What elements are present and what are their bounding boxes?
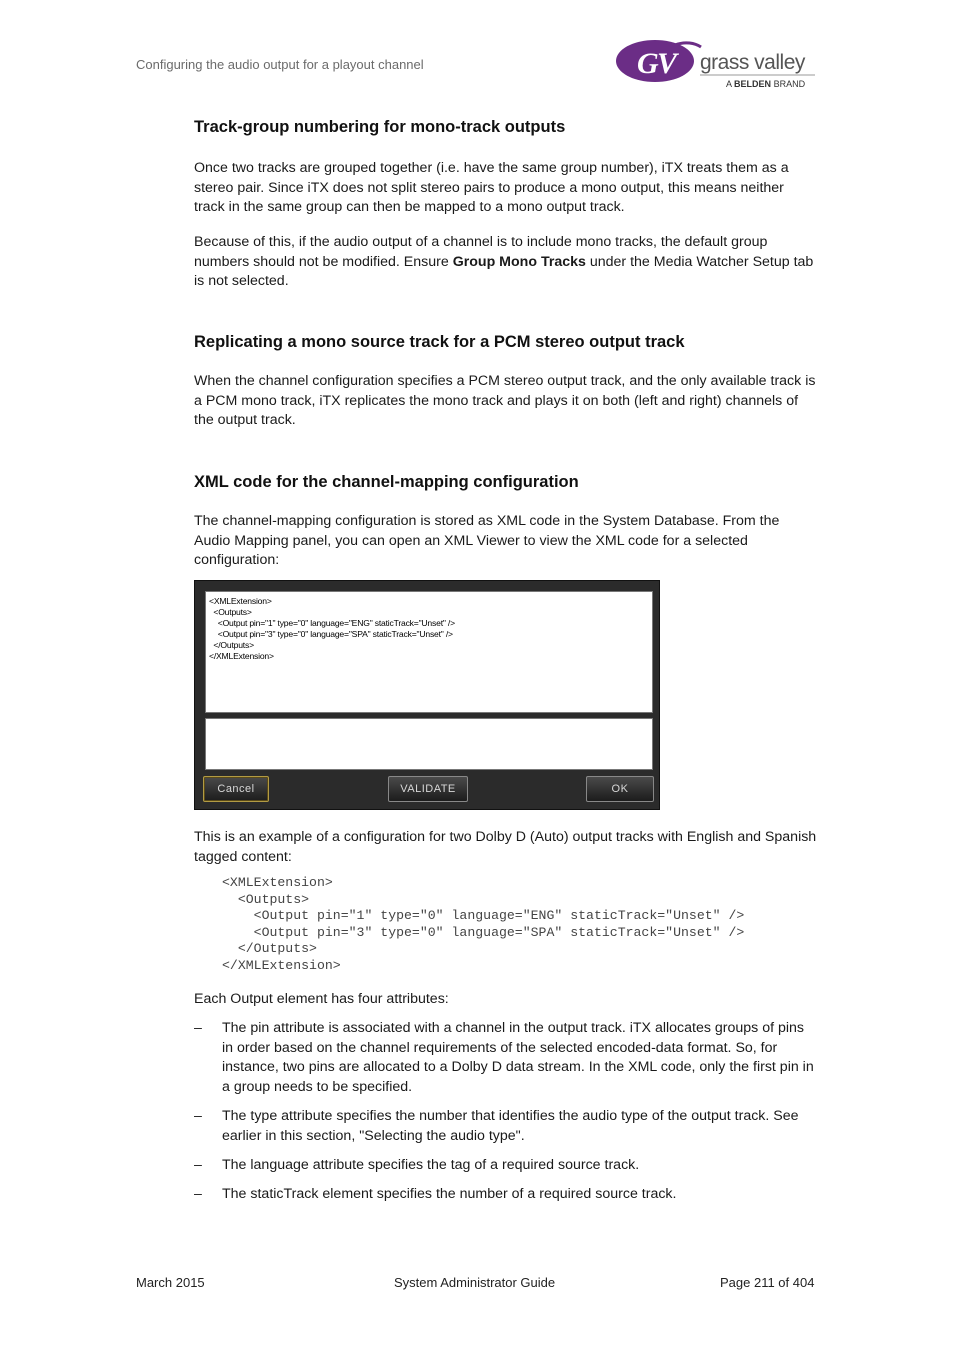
paragraph: This is an example of a configuration for two Dolby D (Auto) output tracks with English and Spanish tagged content: [194, 829, 817, 865]
paragraph: Once two tracks are grouped together (i.e. have the same group number), iTX treats them as a stereo pair. Since iTX does not split stereo pairs to produce a mono output, this means neither track in the same group can then be mapped to a mono output track. [194, 160, 789, 216]
footer-page-number: Page 211 of 404 [720, 1275, 815, 1290]
list-item-text: The staticTrack element specifies the number of a required source track. [222, 1186, 677, 1202]
list-item-text: The pin attribute is associated with a channel in the output track. iTX allocates groups of pins in order based on the channel requirements of the selected encoded-data format. So, for instance, two pins are allocated to a Dolby D data stream. In the XML code, only the first pin in a group needs to be specified. [222, 1020, 814, 1095]
ok-button[interactable]: OK [586, 776, 654, 802]
xml-viewer-text: <XMLExtension> <Outputs> <Output pin="1" type="0" language="ENG" staticTrack="Unset" /> <Output pin="3" type="0" language="SPA" staticTrack="Unset" /> </Outputs> </XMLExtension> [209, 596, 455, 661]
svg-text:A BELDEN BRAND: A BELDEN BRAND [726, 79, 806, 89]
paragraph: Because of this, if the audio output of a channel is to include mono tracks, the default group numbers should not be modified. Ensure Group Mono Tracks under the Media Watcher Setup tab is not selected. [194, 234, 814, 290]
code-line: </XMLExtension> [222, 957, 341, 973]
code-line: </Outputs> [222, 941, 317, 956]
running-header: Configuring the audio output for a playout channel [136, 57, 424, 72]
code-line: <Output pin="1" type="0" language="ENG" staticTrack="Unset" /> [222, 908, 745, 923]
bullet-dash: – [194, 1020, 202, 1036]
validate-button[interactable]: VALIDATE [388, 776, 468, 802]
logo-wordmark: grass valley [700, 51, 805, 74]
list-item-text: The language attribute specifies the tag of a required source track. [222, 1157, 640, 1173]
footer-doc-title: System Administrator Guide [394, 1275, 556, 1290]
section-heading-track-group: Track-group numbering for mono-track outputs [194, 118, 566, 136]
bullet-dash: – [194, 1186, 202, 1202]
svg-text:G: G [637, 47, 659, 80]
validation-output-area[interactable] [205, 718, 653, 770]
grass-valley-logo [615, 37, 817, 91]
section-heading-xml-code: XML code for the channel-mapping configuration [194, 473, 579, 491]
code-line: <Output pin="3" type="0" language="SPA" staticTrack="Unset" /> [222, 924, 745, 940]
code-line: <Outputs> [222, 891, 310, 907]
paragraph: When the channel configuration specifies a PCM stereo output track, and the only available track is a PCM mono track, iTX replicates the mono track and plays it on both (left and right) channels of the output track. [194, 373, 816, 429]
xml-text-area[interactable] [205, 591, 653, 713]
cancel-button[interactable]: Cancel [203, 776, 269, 802]
code-line: <XMLExtension> [222, 875, 333, 890]
svg-text:V: V [657, 47, 678, 80]
xml-viewer-dialog [194, 580, 660, 810]
ui-term-group-mono-tracks: Group Mono Tracks [452, 253, 586, 270]
paragraph: The channel-mapping configuration is stored as XML code in the System Database. From the Audio Mapping panel, you can open an XML Viewer to view the XML code for a selected configuration: [194, 513, 780, 569]
bullet-dash: – [194, 1108, 202, 1124]
paragraph: Each Output element has four attributes: [194, 991, 449, 1007]
footer-date: March 2015 [136, 1275, 205, 1290]
bullet-dash: – [194, 1157, 202, 1173]
xml-code-block [222, 875, 744, 974]
list-item-text: The type attribute specifies the number that identifies the audio type of the output track. See earlier in this section, "Selecting the audio type". [222, 1108, 799, 1144]
section-heading-replicating-mono: Replicating a mono source track for a PCM stereo output track [194, 333, 685, 351]
